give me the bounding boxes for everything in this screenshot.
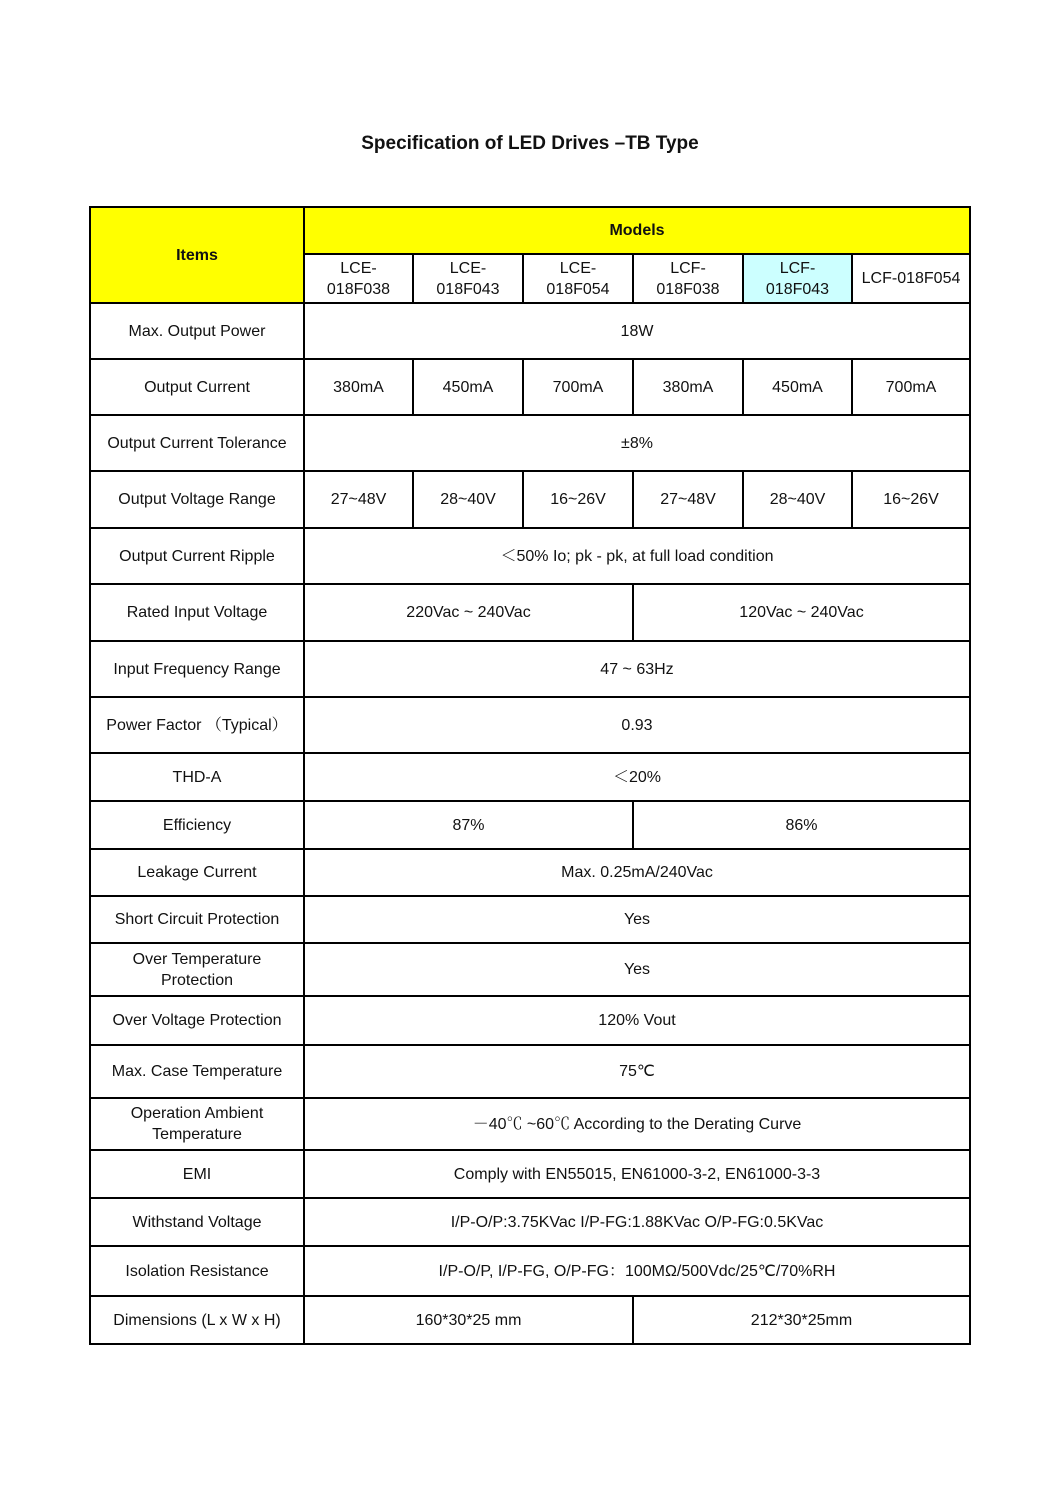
row-label: Input Frequency Range bbox=[90, 641, 304, 697]
table-row bbox=[90, 1198, 970, 1246]
row-label: Over Voltage Protection bbox=[90, 996, 304, 1045]
row-value: I/P-O/P, I/P-FG, O/P-FG：100MΩ/500Vdc/25℃/70%RH bbox=[304, 1246, 970, 1296]
row-value: 700mA bbox=[852, 359, 970, 415]
table-row bbox=[90, 943, 970, 996]
row-label: Output Current Ripple bbox=[90, 528, 304, 584]
row-value: 28~40V bbox=[413, 471, 523, 528]
row-value: 380mA bbox=[633, 359, 743, 415]
model-lcf-018f054: LCF-018F054 bbox=[852, 254, 970, 303]
row-value: 220Vac ~ 240Vac bbox=[304, 584, 633, 641]
table-row bbox=[90, 471, 970, 528]
row-value: Max. 0.25mA/240Vac bbox=[304, 849, 970, 896]
row-value: 212*30*25mm bbox=[633, 1296, 970, 1344]
row-label: Max. Case Temperature bbox=[90, 1045, 304, 1098]
table-row bbox=[90, 303, 970, 359]
table-row bbox=[90, 415, 970, 471]
page-title: Specification of LED Drives –TB Type bbox=[361, 133, 699, 154]
row-label: Isolation Resistance bbox=[90, 1246, 304, 1296]
row-value: 450mA bbox=[413, 359, 523, 415]
header-row bbox=[90, 207, 970, 254]
row-value: 450mA bbox=[743, 359, 852, 415]
table-row bbox=[90, 584, 970, 641]
table-row bbox=[90, 896, 970, 943]
row-label: Output Voltage Range bbox=[90, 471, 304, 528]
model-lcf-018f038: LCF- 018F038 bbox=[633, 254, 743, 303]
row-value: 18W bbox=[304, 303, 970, 359]
row-label: Max. Output Power bbox=[90, 303, 304, 359]
table-row bbox=[90, 996, 970, 1045]
table-row bbox=[90, 641, 970, 697]
table-row bbox=[90, 1246, 970, 1296]
row-value: 160*30*25 mm bbox=[304, 1296, 633, 1344]
row-value: ＜50% Io; pk - pk, at full load condition bbox=[304, 528, 970, 584]
row-value: 87% bbox=[304, 801, 633, 849]
table-row bbox=[90, 1150, 970, 1198]
row-value: 120Vac ~ 240Vac bbox=[633, 584, 970, 641]
row-label: Withstand Voltage bbox=[90, 1198, 304, 1246]
table-row bbox=[90, 801, 970, 849]
model-lce-018f054: LCE- 018F054 bbox=[523, 254, 633, 303]
row-value: 27~48V bbox=[304, 471, 413, 528]
table-row bbox=[90, 753, 970, 801]
table-row bbox=[90, 1296, 970, 1344]
row-label: Operation Ambient Temperature bbox=[90, 1098, 304, 1150]
row-value: Yes bbox=[304, 943, 970, 996]
row-label: Efficiency bbox=[90, 801, 304, 849]
row-label: Leakage Current bbox=[90, 849, 304, 896]
row-value: 27~48V bbox=[633, 471, 743, 528]
table-row bbox=[90, 359, 970, 415]
row-label: Output Current Tolerance bbox=[90, 415, 304, 471]
row-value: －40℃ ~60℃ According to the Derating Curve bbox=[304, 1098, 970, 1150]
model-lcf-018f043: LCF- 018F043 bbox=[743, 254, 852, 303]
row-label: Power Factor （Typical） bbox=[90, 697, 304, 753]
row-value: 700mA bbox=[523, 359, 633, 415]
table-row bbox=[90, 697, 970, 753]
row-label: Rated Input Voltage bbox=[90, 584, 304, 641]
items-header: Items bbox=[90, 207, 304, 303]
row-value: 120% Vout bbox=[304, 996, 970, 1045]
table-row bbox=[90, 1045, 970, 1098]
table-row bbox=[90, 1098, 970, 1150]
row-value: ±8% bbox=[304, 415, 970, 471]
row-value: ＜20% bbox=[304, 753, 970, 801]
row-label: Short Circuit Protection bbox=[90, 896, 304, 943]
row-label: Over Temperature Protection bbox=[90, 943, 304, 996]
spec-table bbox=[89, 206, 971, 1345]
row-value: 86% bbox=[633, 801, 970, 849]
row-label: Dimensions (L x W x H) bbox=[90, 1296, 304, 1344]
row-label: THD-A bbox=[90, 753, 304, 801]
row-value: Yes bbox=[304, 896, 970, 943]
table-row bbox=[90, 528, 970, 584]
model-lce-018f043: LCE- 018F043 bbox=[413, 254, 523, 303]
table-row bbox=[90, 849, 970, 896]
row-value: I/P-O/P:3.75KVac I/P-FG:1.88KVac O/P-FG:0.5KVac bbox=[304, 1198, 970, 1246]
row-value: 16~26V bbox=[523, 471, 633, 528]
model-lce-018f038: LCE- 018F038 bbox=[304, 254, 413, 303]
row-value: 380mA bbox=[304, 359, 413, 415]
row-value: 47 ~ 63Hz bbox=[304, 641, 970, 697]
row-value: Comply with EN55015, EN61000-3-2, EN61000-3-3 bbox=[304, 1150, 970, 1198]
row-value: 16~26V bbox=[852, 471, 970, 528]
row-label: EMI bbox=[90, 1150, 304, 1198]
row-value: 0.93 bbox=[304, 697, 970, 753]
row-value: 75℃ bbox=[304, 1045, 970, 1098]
row-label: Output Current bbox=[90, 359, 304, 415]
row-value: 28~40V bbox=[743, 471, 852, 528]
models-header: Models bbox=[304, 207, 970, 254]
